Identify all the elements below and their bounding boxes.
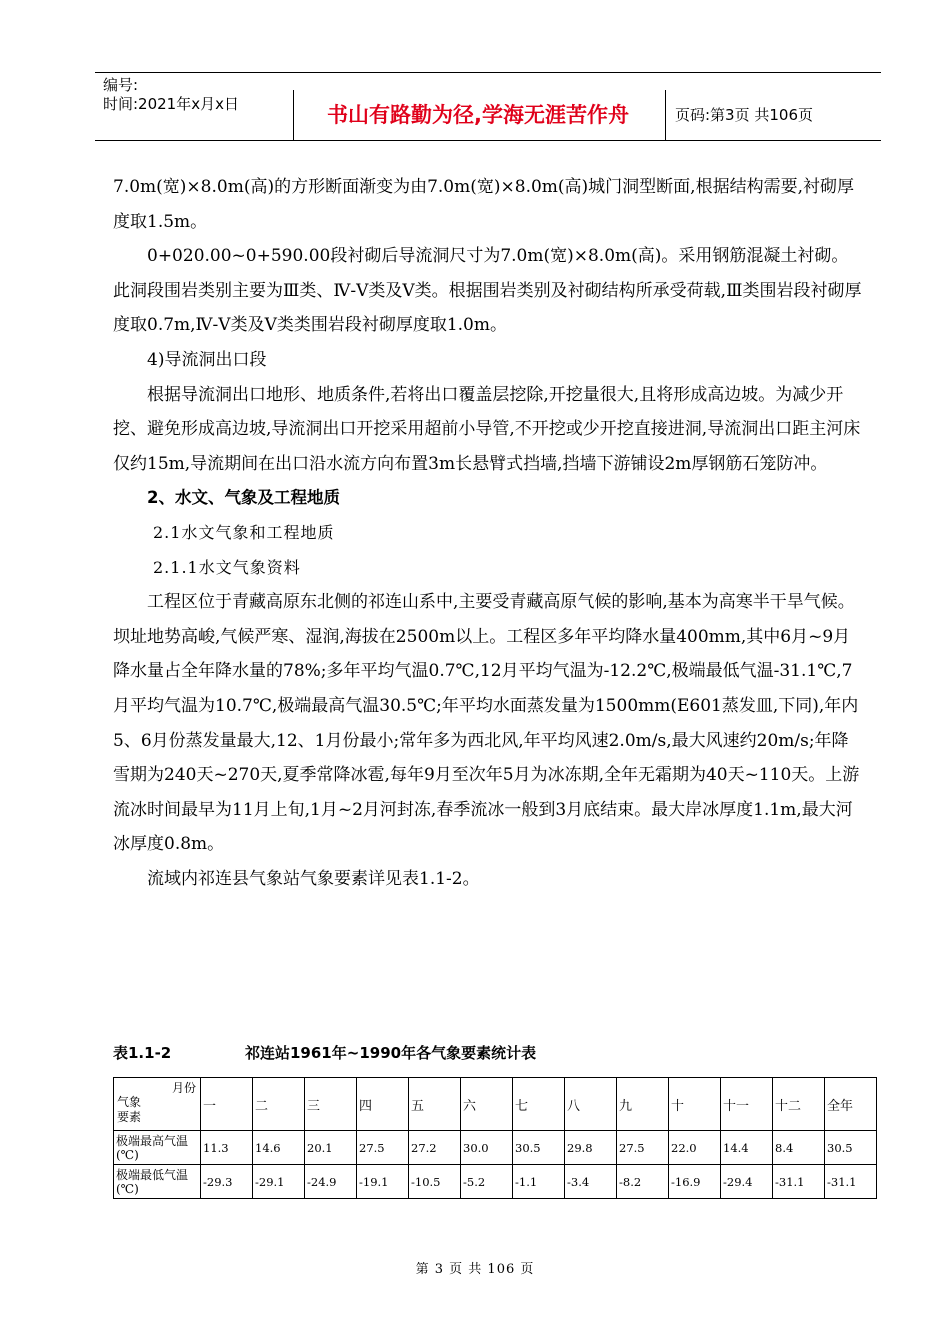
month-header: 一 xyxy=(201,1078,253,1131)
doc-time-label: 时间:2021年x月x日 xyxy=(103,95,239,113)
corner-month-label: 月份 xyxy=(171,1081,196,1095)
row-label: 极端最低气温(℃) xyxy=(114,1165,201,1199)
table-header-row xyxy=(114,1078,877,1131)
table-cell: 11.3 xyxy=(201,1131,253,1165)
paragraph-1: 7.0m(宽)×8.0m(高)的方形断面渐变为由7.0m(宽)×8.0m(高)城门洞型断面,根据结构需要,衬砌厚度取1.5m。 xyxy=(113,177,854,232)
month-header: 七 xyxy=(513,1078,565,1131)
table-cell: -16.9 xyxy=(669,1165,721,1199)
table-row xyxy=(114,1131,877,1165)
table-caption xyxy=(113,1042,536,1063)
table-cell: 30.0 xyxy=(461,1131,513,1165)
table-cell: -8.2 xyxy=(617,1165,669,1199)
table-cell: 27.2 xyxy=(409,1131,461,1165)
table-cell: -29.3 xyxy=(201,1165,253,1199)
table-cell: -10.5 xyxy=(409,1165,461,1199)
month-header: 十 xyxy=(669,1078,721,1131)
paragraph-6: 流域内祁连县气象站气象要素详见表1.1-2。 xyxy=(147,868,480,889)
month-header: 十一 xyxy=(721,1078,773,1131)
paragraph-4: 根据导流洞出口地形、地质条件,若将出口覆盖层挖除,开挖量很大,且将形成高边坡。为减少开挖、避免形成高边坡,导流洞出口开挖采用超前小导管,不开挖或少开挖直接进洞,导流洞出口距主河床仅约15m,导流期间在出口沿水流方向布置3m长悬臂式挡墙,挡墙下游铺设2m厚钢筋石笼防冲。 xyxy=(113,384,861,474)
table-cell: -29.1 xyxy=(253,1165,305,1199)
page-footer: 第 3 页 共 106 页 xyxy=(415,1262,535,1277)
table-cell: 30.5 xyxy=(513,1131,565,1165)
table-cell: 30.5 xyxy=(825,1131,877,1165)
table-cell: -5.2 xyxy=(461,1165,513,1199)
table-cell: 8.4 xyxy=(773,1131,825,1165)
subsubsection-heading: 2.1.1水文气象资料 xyxy=(153,557,301,577)
table-cell: 14.6 xyxy=(253,1131,305,1165)
header-motto: 书山有路勤为径,学海无涯苦作舟 xyxy=(327,103,629,127)
header-divider-right xyxy=(665,90,666,140)
month-header: 五 xyxy=(409,1078,461,1131)
month-header: 九 xyxy=(617,1078,669,1131)
table-cell: -19.1 xyxy=(357,1165,409,1199)
table-number: 表1.1-2 xyxy=(113,1044,172,1062)
corner-element-label: 气象 要素 xyxy=(117,1095,142,1124)
table-cell: 29.8 xyxy=(565,1131,617,1165)
month-header: 八 xyxy=(565,1078,617,1131)
table-row xyxy=(114,1165,877,1199)
table-cell: 14.4 xyxy=(721,1131,773,1165)
table-corner-cell xyxy=(114,1078,201,1131)
header-page-info: 页码:第3页 共106页 xyxy=(675,106,813,124)
month-header: 四 xyxy=(357,1078,409,1131)
weather-table xyxy=(113,1077,877,1199)
table-cell: -3.4 xyxy=(565,1165,617,1199)
table-cell: 22.0 xyxy=(669,1131,721,1165)
paragraph-5: 工程区位于青藏高原东北侧的祁连山系中,主要受青藏高原气候的影响,基本为高寒半干旱气候。坝址地势高峻,气候严寒、湿润,海拔在2500m以上。工程区多年平均降水量400mm,其中6月~9月降水量占全年降水量的78%;多年平均气温0.7℃,12月平均气温为-12.2℃,极端最低气温-31.1℃,7月平均气温为10.7℃,极端最高气温30.5℃;年平均水面蒸发量为1500mm(E601蒸发皿,下同),年内5、6月份蒸发量最大,12、1月份最小;常年多为西北风,年平均风速2.0m/s,最大风速约20m/s;年降雪期为240天~270天,夏季常降冰雹,每年9月至次年5月为冰冻期,全年无霜期为40天~110天。上游流冰时间最早为11月上旬,1月~2月河封冻,春季流冰一般到3月底结束。最大岸冰厚度1.1m,最大河冰厚度0.8m。 xyxy=(113,592,860,855)
row-label: 极端最高气温(℃) xyxy=(114,1131,201,1165)
month-header: 十二 xyxy=(773,1078,825,1131)
header-bottom-rule xyxy=(95,140,881,141)
section-heading: 2、水文、气象及工程地质 xyxy=(147,488,340,508)
month-header: 全年 xyxy=(825,1078,877,1131)
subsection-heading: 2.1水文气象和工程地质 xyxy=(153,522,335,542)
page-header xyxy=(95,72,881,142)
header-top-rule xyxy=(95,72,881,73)
doc-number-label: 编号: xyxy=(103,76,139,94)
table-cell: 27.5 xyxy=(357,1131,409,1165)
table-cell: -1.1 xyxy=(513,1165,565,1199)
header-meta xyxy=(103,76,239,114)
table-cell: 20.1 xyxy=(305,1131,357,1165)
subheading-outlet: 4)导流洞出口段 xyxy=(147,349,267,370)
table-cell: -31.1 xyxy=(825,1165,877,1199)
table-cell: 27.5 xyxy=(617,1131,669,1165)
table-cell: -24.9 xyxy=(305,1165,357,1199)
table-title: 祁连站1961年~1990年各气象要素统计表 xyxy=(245,1044,537,1062)
month-header: 三 xyxy=(305,1078,357,1131)
month-header: 二 xyxy=(253,1078,305,1131)
document-body xyxy=(113,170,863,896)
month-header: 六 xyxy=(461,1078,513,1131)
table-cell: -29.4 xyxy=(721,1165,773,1199)
table-cell: -31.1 xyxy=(773,1165,825,1199)
paragraph-2: 0+020.00~0+590.00段衬砌后导流洞尺寸为7.0m(宽)×8.0m(高)。采用钢筋混凝土衬砌。此洞段围岩类别主要为Ⅲ类、Ⅳ-Ⅴ类及Ⅴ类。根据围岩类别及衬砌结构所承受荷载,Ⅲ类围岩段衬砌厚度取0.7m,Ⅳ-Ⅴ类及Ⅴ类类围岩段衬砌厚度取1.0m。 xyxy=(113,246,862,336)
